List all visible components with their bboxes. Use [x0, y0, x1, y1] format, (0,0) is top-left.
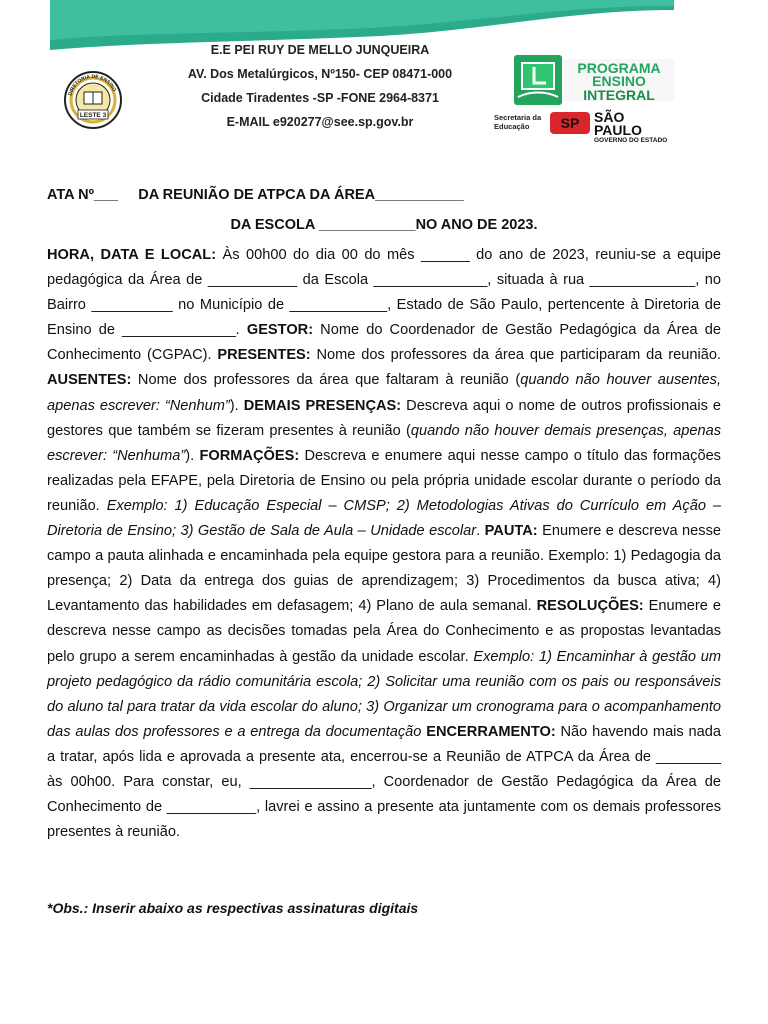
label-demais-presencas: DEMAIS PRESENÇAS:	[243, 397, 402, 414]
logo-line-programa: PROGRAMA	[577, 60, 661, 76]
secretaria-educacao-logo: Secretaria da Educação	[494, 113, 542, 131]
ata-body: HORA, DATA E LOCAL: Às 00h00 do dia 00 do mês ______ do ano de 2023, reuniu-se a equipe pedagógica da Área de ___________ da Escola ______________, situada à rua _____________, no Bairro __________ no Município de ____________, Estado de São Paulo, pertencente à Diretoria de Ensino de ______________. GESTOR: Nome do Coordenador de Gestão Pedagógica da Área de Conhecimento (CGPAC). PRESENTES: Nome dos professores da área que participaram da reunião. AUSENTES: Nome dos professores da área que faltaram à reunião (quando não houver ausentes, apenas escrever: “Nenhum”). DEMAIS PRESENÇAS: Descreva aqui o nome de outros profissionais e gestores que também se fizeram presentes à reunião (quando não houver demais presenças, apenas escrever: “Nenhuma”). FORMAÇÕES: Descreva e enumere aqui nesse campo o título das formações realizadas pela EFAPE, pela Diretoria de Ensino ou pela própria unidade escolar durante o período da reunião. Exemplo: 1) Educação Especial – CMSP; 2) Metodologias Ativas do Currículo em Ação – Diretoria de Ensino; 3) Gestão de Sala de Aula – Unidade escolar. PAUTA: Enumere e descreva nesse campo a pauta alinhada e encaminhada pela equipe gestora para a reunião. Exemplo: 1) Pedagogia da presença; 2) Data da entrega dos guias de aprendizagem; 3) Procedimentos da busca ativa; 4) Levantamento das habilidades em defasagem; 4) Plano de aula semanal. RESOLUÇÕES: Enumere e descreva nesse campo as decisões tomadas pela Área do Conhecimento e as propostas levantadas pelo grupo a serem encaminhadas à gestão da unidade escolar. Exemplo: 1) Encaminhar à gestão um projeto pedagógico da rádio comunitária escola; 2) Solicitar uma reunião com os pais ou responsáveis do aluno tal para tratar da vida escolar do aluno; 3) Organizar um cronograma para o acompanhamento das aulas dos professores e a entrega da documentação ENCERRAMENTO: Não havendo mais nada a tratar, após lida e aprovada a presente ata, encerrou-se a Reunião de ATPCA da Área de ________ às 00h00. Para constar, eu, _______________, Coordenador de Gestão Pedagógica da Área de Conhecimento de ___________, lavrei e assino a presente ata juntamente com os demais professores presentes à reunião.	[47, 247, 722, 841]
logo-line-integral: INTEGRAL	[583, 87, 655, 103]
signatures-note: *Obs.: Inserir abaixo as respectivas assinaturas digitais	[47, 900, 419, 916]
sp-icon	[550, 112, 590, 134]
school-name: E.E PEI RUY DE MELLO JUNQUEIRA	[210, 43, 430, 57]
ata-title-line2: DA ESCOLA ____________NO ANO DE 2023.	[230, 217, 538, 233]
svg-text:SP: SP	[560, 115, 580, 131]
diretoria-seal-logo	[58, 70, 128, 130]
school-email: E-MAIL e920277@see.sp.gov.br	[226, 115, 414, 129]
programa-ensino-integral-logo	[514, 55, 674, 105]
school-header	[160, 38, 480, 134]
government-logos	[494, 109, 674, 144]
label-formacoes: FORMAÇÕES:	[199, 447, 300, 464]
sao-paulo-governo-logo: SÃO PAULO GOVERNO DO ESTADO	[594, 109, 668, 144]
label-ausentes: AUSENTES:	[47, 372, 132, 389]
label-hora-data-local: HORA, DATA E LOCAL:	[47, 247, 217, 263]
school-address: AV. Dos Metalúrgicos, Nº150- CEP 08471-000	[187, 67, 453, 81]
school-city-phone: Cidade Tiradentes -SP -FONE 2964-8371	[201, 91, 439, 105]
label-presentes: PRESENTES:	[217, 347, 311, 364]
label-resolucoes: RESOLUÇÕES:	[536, 598, 644, 615]
seal-top-text: DIRETORIA DE ENSINO	[67, 73, 118, 97]
label-pauta: PAUTA:	[484, 523, 538, 540]
ata-title-line1: ATA Nº___ DA REUNIÃO DE ATPCA DA ÁREA___________	[47, 187, 464, 203]
seal-bottom-text: LESTE 3	[79, 112, 107, 119]
label-gestor: GESTOR:	[246, 322, 314, 339]
label-encerramento: ENCERRAMENTO:	[426, 723, 556, 740]
logo-line-ensino: ENSINO	[592, 73, 646, 89]
